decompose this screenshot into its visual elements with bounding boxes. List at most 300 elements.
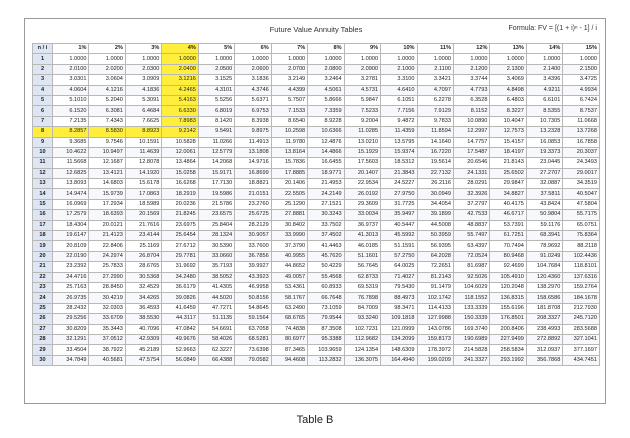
table-cell: 45.2189 xyxy=(125,345,161,355)
table-cell: 2.1300 xyxy=(490,64,526,74)
table-row xyxy=(33,355,600,365)
table-cell: 164.4940 xyxy=(381,355,417,365)
table-row xyxy=(33,220,600,230)
table-cell: 7.3359 xyxy=(308,106,344,116)
table-cell: 34.8827 xyxy=(490,189,526,199)
table-cell: 33.7502 xyxy=(308,220,344,230)
table-cell: 2.1000 xyxy=(381,64,417,74)
period-cell: 30 xyxy=(33,355,53,365)
table-cell: 22.8406 xyxy=(89,241,125,251)
table-cell: 42.9309 xyxy=(125,334,161,344)
table-cell: 1.0000 xyxy=(344,54,380,64)
table-cell: 138.2970 xyxy=(526,282,562,292)
period-cell: 25 xyxy=(33,303,53,313)
table-cell: 80.6977 xyxy=(271,334,307,344)
table-cell: 1.0000 xyxy=(526,54,562,64)
table-cell: 38.5530 xyxy=(125,314,161,324)
table-cell: 53.4361 xyxy=(271,282,307,292)
table-cell: 23.6975 xyxy=(162,220,198,230)
table-cell: 66.4388 xyxy=(198,355,234,365)
table-cell: 9.2142 xyxy=(162,127,198,137)
table-row xyxy=(33,345,600,355)
table-cell: 63.2490 xyxy=(271,303,307,313)
table-cell: 181.8708 xyxy=(526,303,562,313)
table-cell: 46.6717 xyxy=(490,210,526,220)
table-cell: 127.9988 xyxy=(417,314,453,324)
table-cell: 26.2116 xyxy=(417,179,453,189)
table-cell: 113.2832 xyxy=(308,355,344,365)
table-cell: 8.9228 xyxy=(308,116,344,126)
table-cell: 4.7793 xyxy=(453,85,489,95)
table-cell: 26.9735 xyxy=(53,293,89,303)
table-cell: 25.6725 xyxy=(235,210,271,220)
period-cell: 22 xyxy=(33,272,53,282)
table-cell: 63.7058 xyxy=(235,324,271,334)
table-cell: 104.6029 xyxy=(453,282,489,292)
table-cell: 33.9990 xyxy=(271,231,307,241)
rate-header: 5% xyxy=(198,44,234,54)
table-cell: 24.3493 xyxy=(563,158,600,168)
table-cell: 40.9955 xyxy=(271,251,307,261)
table-cell: 19.6147 xyxy=(53,231,89,241)
table-cell: 4.6410 xyxy=(381,85,417,95)
table-cell: 35.3443 xyxy=(89,324,125,334)
table-cell: 8.7537 xyxy=(563,106,600,116)
table-cell: 27.2707 xyxy=(526,168,562,178)
period-cell: 26 xyxy=(33,314,53,324)
formula-label: Formula: FV = [(1 + i)ⁿ - 1] / i xyxy=(508,25,597,32)
table-cell: 1.0000 xyxy=(381,54,417,64)
period-cell: 28 xyxy=(33,334,53,344)
rate-header: 2% xyxy=(89,44,125,54)
table-cell: 8.2857 xyxy=(53,127,89,137)
corner-header: n / i xyxy=(33,44,53,54)
table-cell: 6.7424 xyxy=(563,95,600,105)
table-cell: 16.7858 xyxy=(563,137,600,147)
table-cell: 74.4838 xyxy=(271,324,307,334)
table-cell: 118.1552 xyxy=(453,293,489,303)
table-cell: 59.1176 xyxy=(526,220,562,230)
table-cell: 64.2028 xyxy=(417,251,453,261)
table-cell: 26.0192 xyxy=(344,189,380,199)
rate-header: 13% xyxy=(490,44,526,54)
table-cell: 16.6268 xyxy=(162,179,198,189)
table-cell: 15.4157 xyxy=(490,137,526,147)
table-cell: 6.6330 xyxy=(162,106,198,116)
table-cell: 2.0100 xyxy=(53,64,89,74)
table-cell: 5.9847 xyxy=(344,95,380,105)
table-cell: 22.9534 xyxy=(344,179,380,189)
table-cell: 50.3959 xyxy=(417,231,453,241)
table-cell: 65.0751 xyxy=(563,220,600,230)
period-cell: 13 xyxy=(33,179,53,189)
table-cell: 47.5804 xyxy=(563,199,600,209)
table-cell: 24.1331 xyxy=(453,168,489,178)
table-cell: 16.0969 xyxy=(53,199,89,209)
table-cell: 112.9682 xyxy=(344,334,380,344)
table-cell: 25.6454 xyxy=(162,231,198,241)
table-cell: 29.7781 xyxy=(162,251,198,261)
table-cell: 37.3790 xyxy=(271,241,307,251)
table-cell: 31.7725 xyxy=(381,199,417,209)
table-cell: 81.6987 xyxy=(453,262,489,272)
table-cell: 13.4864 xyxy=(162,158,198,168)
table-cell: 5.7507 xyxy=(271,95,307,105)
table-cell: 91.0249 xyxy=(526,251,562,261)
table-cell: 10.1591 xyxy=(125,137,161,147)
table-cell: 15.9171 xyxy=(198,168,234,178)
table-cell: 40.4175 xyxy=(490,199,526,209)
table-cell: 88.2118 xyxy=(563,241,600,251)
rate-header: 9% xyxy=(344,44,380,54)
table-cell: 23.2392 xyxy=(53,262,89,272)
table-cell: 245.7120 xyxy=(563,314,600,324)
table-cell: 16.0853 xyxy=(526,137,562,147)
rate-header: 14% xyxy=(526,44,562,54)
table-cell: 20.1406 xyxy=(271,179,307,189)
table-cell: 40.5047 xyxy=(563,189,600,199)
table-cell: 54.6691 xyxy=(198,324,234,334)
table-cell: 58.4026 xyxy=(198,334,234,344)
period-cell: 7 xyxy=(33,116,53,126)
table-cell: 377.1697 xyxy=(563,345,600,355)
table-cell: 25.7163 xyxy=(53,282,89,292)
table-cell: 2.0500 xyxy=(198,64,234,74)
table-row xyxy=(33,85,600,95)
table-cell: 28.6765 xyxy=(125,262,161,272)
table-cell: 55.7497 xyxy=(453,231,489,241)
table-cell: 13.0210 xyxy=(344,137,380,147)
table-cell: 30.9057 xyxy=(235,231,271,241)
table-cell: 12.1687 xyxy=(89,158,125,168)
table-cell: 68.3941 xyxy=(526,231,562,241)
table-cell: 33.6709 xyxy=(89,314,125,324)
table-cell: 136.8315 xyxy=(490,293,526,303)
table-row xyxy=(33,116,600,126)
table-cell: 44.5008 xyxy=(417,220,453,230)
table-cell: 3.1216 xyxy=(162,75,198,85)
period-cell: 10 xyxy=(33,147,53,157)
table-cell: 20.8109 xyxy=(53,241,89,251)
table-cell: 14.1640 xyxy=(417,137,453,147)
table-cell: 72.2651 xyxy=(417,262,453,272)
table-cell: 2.1400 xyxy=(526,64,562,74)
table-cell: 14.9474 xyxy=(53,189,89,199)
table-cell: 103.9659 xyxy=(308,345,344,355)
table-cell: 2.0800 xyxy=(308,64,344,74)
table-cell: 44.3117 xyxy=(162,314,198,324)
table-cell: 39.1899 xyxy=(417,210,453,220)
table-cell: 30.4219 xyxy=(89,293,125,303)
table-cell: 133.3339 xyxy=(453,303,489,313)
table-cell: 93.3240 xyxy=(344,314,380,324)
table-cell: 2.1200 xyxy=(453,64,489,74)
table-cell: 51.1601 xyxy=(344,251,380,261)
table-cell: 1.0000 xyxy=(162,54,198,64)
table-cell: 18.9771 xyxy=(308,168,344,178)
table-cell: 68.6765 xyxy=(271,314,307,324)
table-cell: 80.9468 xyxy=(490,251,526,261)
table-cell: 12.7573 xyxy=(490,127,526,137)
rate-header: 15% xyxy=(563,44,600,54)
table-cell: 227.9499 xyxy=(490,334,526,344)
table-cell: 27.1521 xyxy=(308,199,344,209)
table-cell: 33.0660 xyxy=(198,251,234,261)
table-cell: 176.8501 xyxy=(490,314,526,324)
table-cell: 4.5731 xyxy=(344,85,380,95)
table-row xyxy=(33,127,600,137)
table-cell: 10.4622 xyxy=(53,147,89,157)
period-cell: 23 xyxy=(33,282,53,292)
table-cell: 4.4399 xyxy=(271,85,307,95)
rate-header: 1% xyxy=(53,44,89,54)
table-row xyxy=(33,106,600,116)
table-cell: 76.7898 xyxy=(344,293,380,303)
table-cell: 46.0185 xyxy=(344,241,380,251)
table-cell: 2.0200 xyxy=(89,64,125,74)
table-cell: 3.2464 xyxy=(308,75,344,85)
table-cell: 14.9716 xyxy=(235,158,271,168)
table-cell: 72.0524 xyxy=(453,251,489,261)
table-cell: 25.6502 xyxy=(490,168,526,178)
table-cell: 34.7849 xyxy=(53,355,89,365)
future-value-annuity-table xyxy=(32,43,600,366)
table-cell: 27.6712 xyxy=(162,241,198,251)
table-cell: 17.5603 xyxy=(344,158,380,168)
table-cell: 4.8498 xyxy=(490,85,526,95)
table-cell: 159.2764 xyxy=(563,282,600,292)
table-cell: 272.8892 xyxy=(526,334,562,344)
table-cell: 23.2760 xyxy=(235,199,271,209)
table-row xyxy=(33,262,600,272)
table-cell: 23.6575 xyxy=(198,210,234,220)
table-cell: 79.0582 xyxy=(235,355,271,365)
table-cell: 1.0000 xyxy=(235,54,271,64)
table-cell: 30.5390 xyxy=(198,241,234,251)
table-cell: 33.4504 xyxy=(53,345,89,355)
period-cell: 6 xyxy=(33,106,53,116)
table-cell: 4.2465 xyxy=(162,85,198,95)
table-cell: 102.7231 xyxy=(344,324,380,334)
table-cell: 208.3327 xyxy=(526,314,562,324)
table-cell: 2.0700 xyxy=(271,64,307,74)
table-cell: 27.9750 xyxy=(381,189,417,199)
table-cell: 33.7600 xyxy=(235,241,271,251)
table-cell: 23.0445 xyxy=(526,158,562,168)
table-cell: 56.0849 xyxy=(162,355,198,365)
table-cell: 150.3339 xyxy=(453,314,489,324)
table-cell: 66.7648 xyxy=(308,293,344,303)
table-cell: 21.4953 xyxy=(308,179,344,189)
table-cell: 12.6825 xyxy=(53,168,89,178)
table-cell: 20.1569 xyxy=(125,210,161,220)
table-cell: 2.1100 xyxy=(417,64,453,74)
table-cell: 4.5061 xyxy=(308,85,344,95)
table-cell: 49.0057 xyxy=(271,272,307,282)
table-cell: 37.0512 xyxy=(89,334,125,344)
table-cell: 137.6316 xyxy=(563,272,600,282)
table-cell: 71.4027 xyxy=(381,272,417,282)
rate-header: 12% xyxy=(453,44,489,54)
period-cell: 15 xyxy=(33,199,53,209)
table-cell: 87.3508 xyxy=(308,324,344,334)
table-cell: 32.0303 xyxy=(89,303,125,313)
table-body xyxy=(33,54,600,366)
table-cell: 6.1051 xyxy=(381,95,417,105)
table-cell: 10.5828 xyxy=(162,137,198,147)
rate-header: 7% xyxy=(271,44,307,54)
table-cell: 8.3938 xyxy=(235,116,271,126)
table-cell: 13.1808 xyxy=(235,147,271,157)
table-cell: 134.2099 xyxy=(381,334,417,344)
table-cell: 58.1767 xyxy=(271,293,307,303)
table-cell: 15.0258 xyxy=(162,168,198,178)
table-cell: 19.5986 xyxy=(198,189,234,199)
rate-header: 4% xyxy=(162,44,198,54)
table-cell: 28.1324 xyxy=(198,231,234,241)
table-cell: 6.4803 xyxy=(490,95,526,105)
table-cell: 39.9927 xyxy=(235,262,271,272)
table-cell: 102.1742 xyxy=(417,293,453,303)
table-header-row xyxy=(33,44,600,54)
table-cell: 2.0300 xyxy=(125,64,161,74)
table-cell: 40.5681 xyxy=(89,355,125,365)
table-cell: 56.9395 xyxy=(417,241,453,251)
table-cell: 14.7757 xyxy=(453,137,489,147)
period-cell: 27 xyxy=(33,324,53,334)
table-cell: 17.2934 xyxy=(89,199,125,209)
table-cell: 12.0061 xyxy=(162,147,198,157)
table-caption: Table B xyxy=(296,414,334,426)
table-cell: 258.5834 xyxy=(490,345,526,355)
table-cell: 44.8652 xyxy=(271,262,307,272)
table-cell: 5.5256 xyxy=(198,95,234,105)
table-cell: 4.9934 xyxy=(563,85,600,95)
table-cell: 49.9676 xyxy=(162,334,198,344)
table-cell: 92.5026 xyxy=(453,272,489,282)
table-cell: 32.0887 xyxy=(526,179,562,189)
table-cell: 26.8704 xyxy=(125,251,161,261)
table-cell: 59.1564 xyxy=(235,314,271,324)
table-cell: 15.9374 xyxy=(381,147,417,157)
table-cell: 200.8406 xyxy=(490,324,526,334)
table-cell: 25.1169 xyxy=(125,241,161,251)
table-cell: 2.1500 xyxy=(563,64,600,74)
table-cell: 50.4229 xyxy=(308,262,344,272)
table-cell: 8.6540 xyxy=(271,116,307,126)
period-cell: 24 xyxy=(33,293,53,303)
table-cell: 21.0151 xyxy=(235,189,271,199)
table-cell: 14.2068 xyxy=(198,158,234,168)
table-cell: 10.9497 xyxy=(89,147,125,157)
table-cell: 37.5811 xyxy=(526,189,562,199)
table-cell: 1.0000 xyxy=(125,54,161,64)
table-cell: 42.7533 xyxy=(453,210,489,220)
table-cell: 327.1041 xyxy=(563,334,600,344)
table-cell: 21.3843 xyxy=(381,168,417,178)
table-cell: 17.0863 xyxy=(125,189,161,199)
table-cell: 15.9739 xyxy=(89,189,125,199)
table-cell: 3.2781 xyxy=(344,75,380,85)
table-cell: 121.0999 xyxy=(381,324,417,334)
table-row xyxy=(33,251,600,261)
table-cell: 158.6586 xyxy=(526,293,562,303)
table-cell: 3.3421 xyxy=(417,75,453,85)
table-cell: 16.8699 xyxy=(235,168,271,178)
period-cell: 17 xyxy=(33,220,53,230)
table-cell: 3.3100 xyxy=(381,75,417,85)
table-cell: 1.0000 xyxy=(453,54,489,64)
table-cell: 2.0600 xyxy=(235,64,271,74)
table-cell: 17.7130 xyxy=(198,179,234,189)
table-row xyxy=(33,168,600,178)
table-cell: 34.4265 xyxy=(125,293,161,303)
table-cell: 434.7451 xyxy=(563,355,600,365)
table-cell: 79.5430 xyxy=(381,282,417,292)
table-cell: 51.1135 xyxy=(198,314,234,324)
table-cell: 47.5754 xyxy=(125,355,161,365)
table-row xyxy=(33,147,600,157)
table-cell: 8.8923 xyxy=(125,127,161,137)
table-cell: 148.6309 xyxy=(381,345,417,355)
table-cell: 21.5786 xyxy=(198,199,234,209)
table-cell: 143.0786 xyxy=(417,324,453,334)
table-cell: 19.5614 xyxy=(417,158,453,168)
table-cell: 105.4910 xyxy=(490,272,526,282)
table-cell: 2.0400 xyxy=(162,64,198,74)
table-cell: 22.5505 xyxy=(271,189,307,199)
table-cell: 9.3685 xyxy=(53,137,89,147)
table-cell: 84.7009 xyxy=(344,303,380,313)
table-cell: 48.8837 xyxy=(453,220,489,230)
table-cell: 29.3609 xyxy=(344,199,380,209)
table-cell: 18.5989 xyxy=(125,199,161,209)
table-cell: 169.3740 xyxy=(453,324,489,334)
table-cell: 16.7220 xyxy=(417,147,453,157)
table-row xyxy=(33,189,600,199)
table-cell: 8.5830 xyxy=(89,127,125,137)
table-cell: 7.8983 xyxy=(162,116,198,126)
table-cell: 37.2797 xyxy=(453,199,489,209)
table-cell: 3.2149 xyxy=(271,75,307,85)
table-cell: 68.5281 xyxy=(235,334,271,344)
table-row xyxy=(33,210,600,220)
table-cell: 43.8424 xyxy=(526,199,562,209)
table-cell: 25.7833 xyxy=(89,262,125,272)
table-row xyxy=(33,303,600,313)
table-cell: 3.4069 xyxy=(490,75,526,85)
table-cell: 17.5487 xyxy=(453,147,489,157)
table-cell: 95.3388 xyxy=(308,334,344,344)
table-cell: 18.2919 xyxy=(162,189,198,199)
rate-header: 8% xyxy=(308,44,344,54)
table-cell: 18.5312 xyxy=(381,158,417,168)
table-cell: 1.0000 xyxy=(89,54,125,64)
table-cell: 11.4359 xyxy=(381,127,417,137)
table-cell: 30.3243 xyxy=(308,210,344,220)
table-cell: 6.2278 xyxy=(417,95,453,105)
table-cell: 18.4304 xyxy=(53,220,89,230)
period-cell: 19 xyxy=(33,241,53,251)
table-cell: 35.9497 xyxy=(381,210,417,220)
table-cell: 4.0604 xyxy=(53,85,89,95)
table-cell: 4.3101 xyxy=(198,85,234,95)
table-cell: 18.6393 xyxy=(89,210,125,220)
table-cell: 356.7868 xyxy=(526,355,562,365)
table-cell: 38.5052 xyxy=(198,272,234,282)
table-cell: 69.5319 xyxy=(344,282,380,292)
table-row xyxy=(33,179,600,189)
